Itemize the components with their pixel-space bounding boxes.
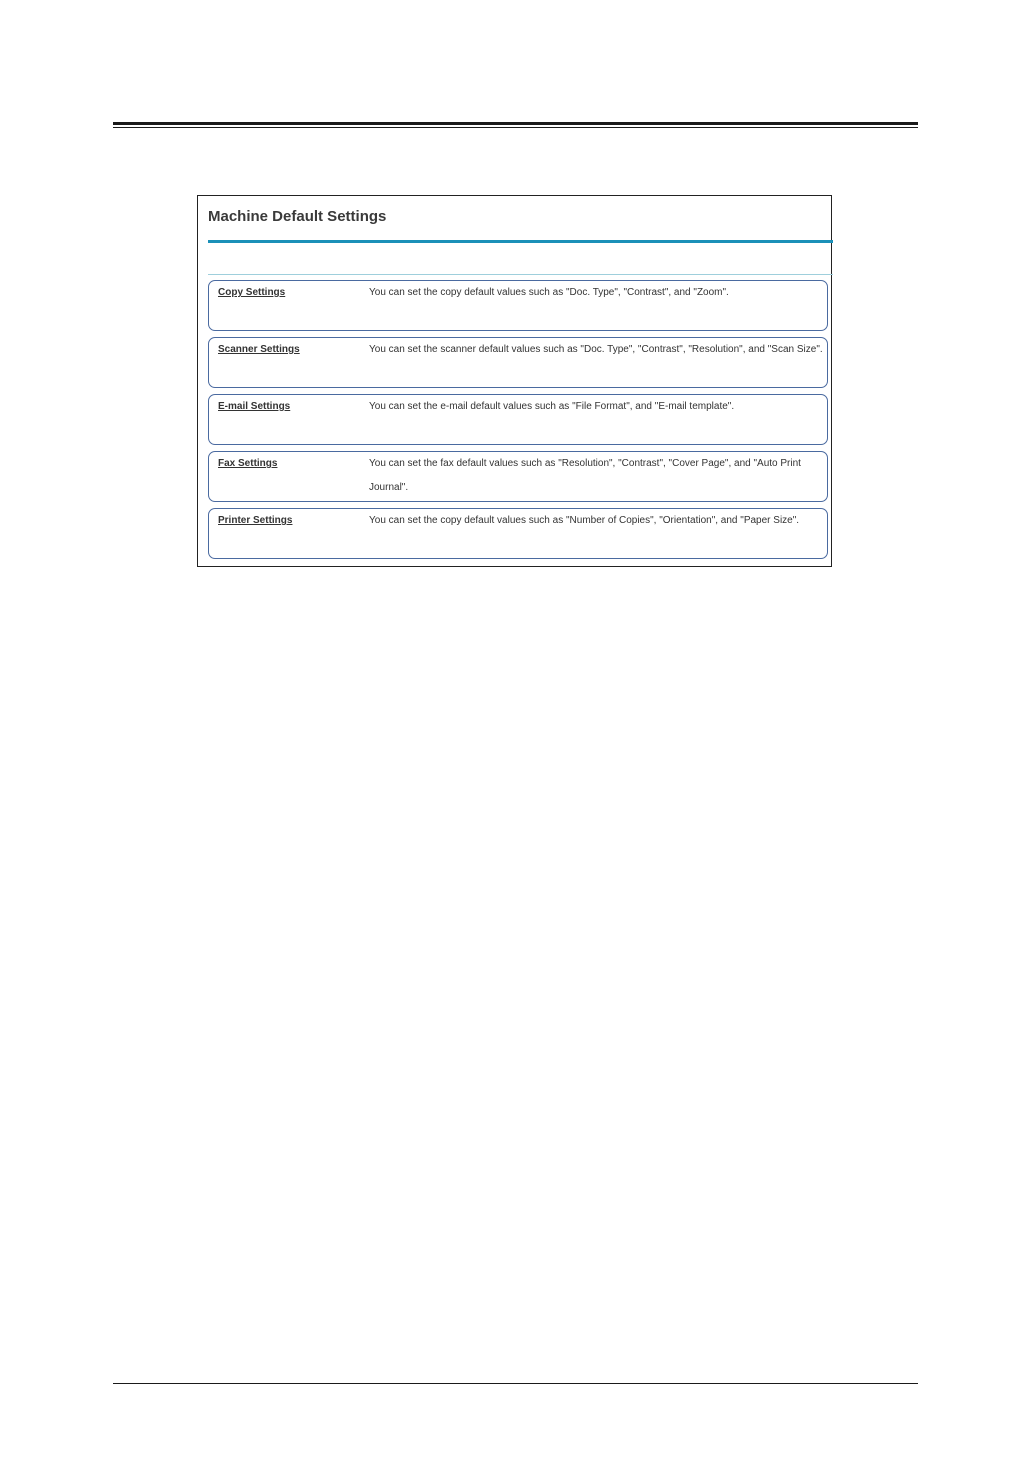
setting-row-copy [208,280,828,331]
machine-default-settings-panel [197,195,832,567]
title-divider [208,240,833,243]
printer-settings-link[interactable]: Printer Settings [218,515,293,526]
setting-row-scanner [208,337,828,388]
scanner-settings-description: You can set the scanner default values such as "Doc. Type", "Contrast", "Resolution", and "Scan Size". [369,344,823,355]
printer-settings-description: You can set the copy default values such as "Number of Copies", "Orientation", and "Paper Size". [369,515,800,526]
fax-settings-link[interactable]: Fax Settings [218,458,278,469]
settings-list [208,280,828,565]
page-header-rule-thin [113,127,918,128]
copy-settings-link[interactable]: Copy Settings [218,287,286,298]
setting-row-fax [208,451,828,502]
page-footer-rule [113,1383,918,1384]
setting-row-email [208,394,828,445]
page-title: Machine Default Settings [208,208,387,225]
email-settings-description: You can set the e-mail default values such as "File Format", and "E-mail template". [369,401,735,412]
page-header-rule [113,122,918,125]
setting-row-printer [208,508,828,559]
section-divider [208,274,833,275]
fax-settings-description: You can set the fax default values such as "Resolution", "Contrast", "Cover Page", and "Auto Print Journal". [369,458,801,493]
scanner-settings-link[interactable]: Scanner Settings [218,344,300,355]
email-settings-link[interactable]: E-mail Settings [218,401,291,412]
copy-settings-description: You can set the copy default values such as "Doc. Type", "Contrast", and "Zoom". [369,287,729,298]
